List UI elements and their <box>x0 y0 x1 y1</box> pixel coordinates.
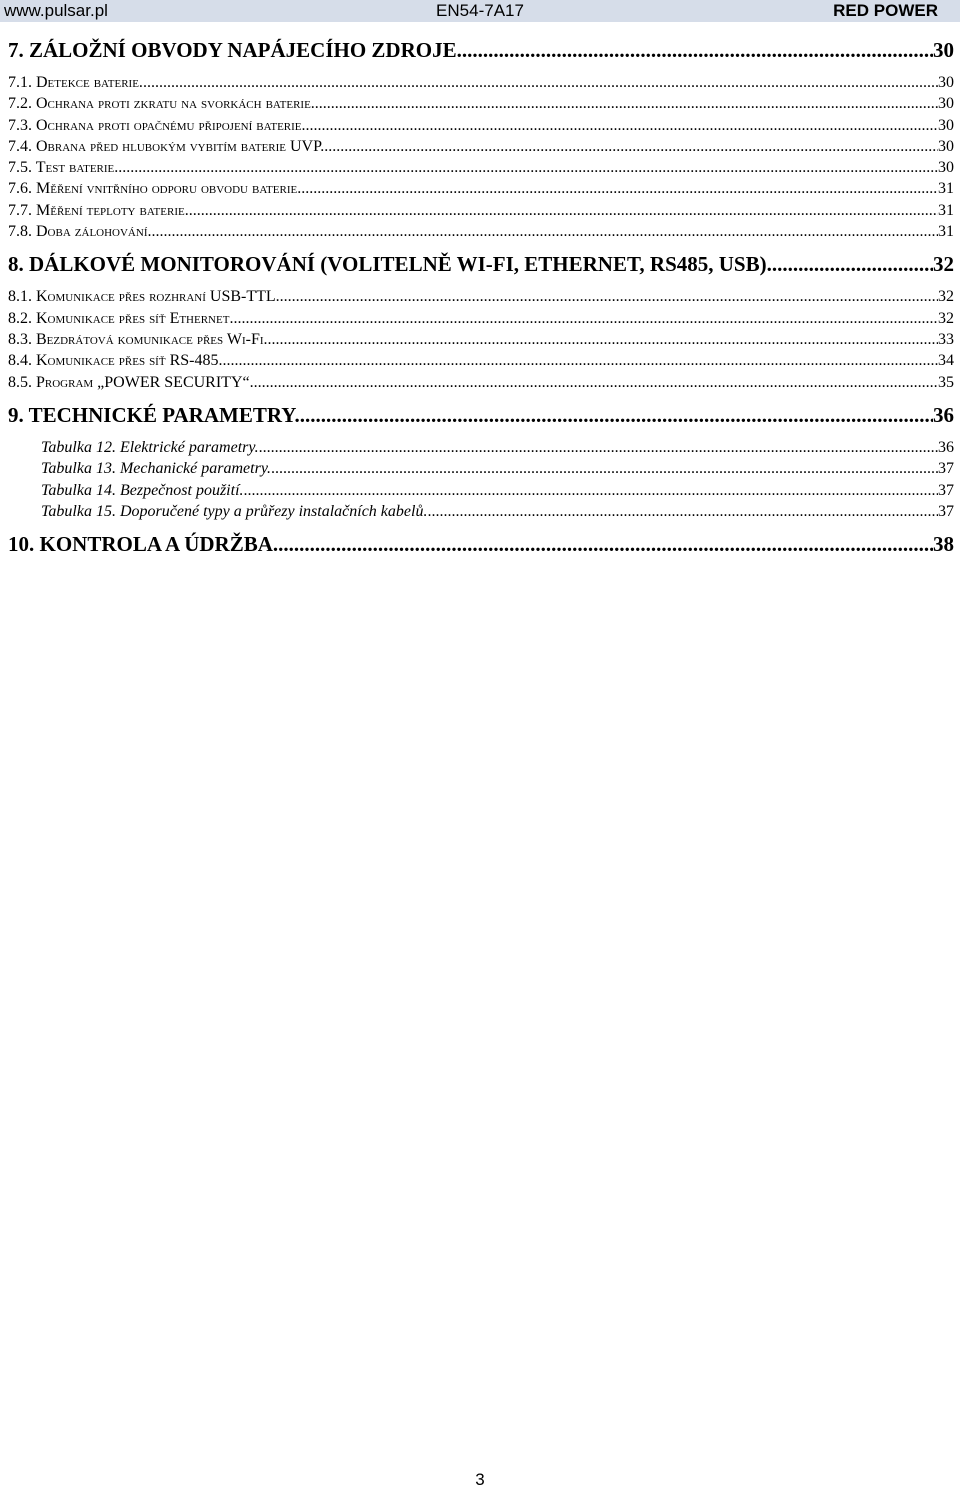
toc-entry-page: 36 <box>933 402 954 427</box>
toc-entry-page: 36 <box>938 438 954 456</box>
toc-entry-title: 7.3. Ochrana proti opačnému připojení baterie. <box>8 116 306 134</box>
toc-entry-table-14[interactable] <box>8 480 954 501</box>
toc-entry-title: 7.5. Test baterie. <box>8 159 119 177</box>
toc-entry-8[interactable] <box>8 248 954 280</box>
toc-entry-page: 30 <box>938 159 954 177</box>
toc-entry-page: 32 <box>933 252 954 277</box>
toc-leader-dots <box>306 115 938 136</box>
toc-leader-dots <box>462 34 933 66</box>
toc-entry-10[interactable] <box>8 528 954 560</box>
toc-leader-dots <box>300 399 933 431</box>
toc-entry-page: 31 <box>938 223 954 241</box>
toc-leader-dots <box>259 437 938 458</box>
toc-entry-page: 30 <box>933 38 954 62</box>
toc-entry-title: 7.4. Obrana před hlubokým vybitím baterie UVP. <box>8 137 325 155</box>
toc-entry-7-7[interactable] <box>8 200 954 221</box>
toc-leader-dots <box>233 308 938 329</box>
toc-entry-title: Tabulka 15. Doporučené typy a průřezy instalačních kabelů. <box>41 503 428 521</box>
toc-entry-7-3[interactable] <box>8 115 954 136</box>
toc-entry-title: 8.2. Komunikace přes síť Ethernet. <box>8 309 234 327</box>
toc-entry-page: 30 <box>938 116 954 134</box>
page-header <box>0 0 960 22</box>
toc-leader-dots <box>143 72 938 93</box>
toc-entry-title: 8. DÁLKOVÉ MONITOROVÁNÍ (VOLITELNĚ WI-FI, ETHERNET, RS485, USB). <box>8 252 772 277</box>
toc-entry-title: 7.1. Detekce baterie. <box>8 74 143 91</box>
table-of-contents <box>8 34 954 560</box>
toc-leader-dots <box>427 501 938 522</box>
toc-entry-title: 8.4. Komunikace přes síť RS-485. <box>8 352 223 370</box>
toc-entry-title: 8.1. Komunikace přes rozhraní USB-TTL. <box>8 288 280 306</box>
toc-entry-title: Tabulka 12. Elektrické parametry. <box>41 438 259 456</box>
toc-entry-table-15[interactable] <box>8 501 954 522</box>
toc-entry-7-5[interactable] <box>8 157 954 178</box>
toc-entry-title: 7.8. Doba zálohování. <box>8 223 152 241</box>
toc-entry-table-13[interactable] <box>8 458 954 479</box>
toc-leader-dots <box>244 480 938 501</box>
toc-leader-dots <box>152 221 939 242</box>
toc-entry-page: 30 <box>938 137 954 155</box>
toc-leader-dots <box>271 458 938 479</box>
toc-entry-table-12[interactable] <box>8 437 954 458</box>
toc-entry-page: 32 <box>938 309 954 327</box>
toc-entry-8-3[interactable] <box>8 329 954 350</box>
toc-entry-page: 32 <box>938 288 954 306</box>
toc-entry-page: 35 <box>938 373 954 391</box>
toc-entry-page: 33 <box>938 330 954 348</box>
toc-entry-8-2[interactable] <box>8 308 954 329</box>
toc-entry-7[interactable] <box>8 34 954 66</box>
toc-entry-page: 37 <box>938 460 954 478</box>
toc-entry-title: 7.6. Měření vnitřního odporu obvodu baterie. <box>8 180 302 198</box>
toc-leader-dots <box>301 178 938 199</box>
toc-leader-dots <box>118 157 938 178</box>
toc-leader-dots <box>222 350 938 371</box>
toc-leader-dots <box>250 372 938 393</box>
toc-entry-8-4[interactable] <box>8 350 954 371</box>
toc-entry-title: 10. KONTROLA A ÚDRŽBA. <box>8 532 279 557</box>
toc-entry-page: 34 <box>938 352 954 370</box>
header-document-code: EN54-7A17 <box>436 1 524 20</box>
toc-leader-dots <box>268 329 938 350</box>
toc-entry-title: 8.3. Bezdrátová komunikace přes Wi-Fi. <box>8 330 268 348</box>
toc-entry-7-6[interactable] <box>8 178 954 199</box>
toc-leader-dots <box>315 93 938 114</box>
toc-entry-9[interactable] <box>8 399 954 431</box>
toc-entry-page: 38 <box>933 532 954 557</box>
toc-entry-title: Tabulka 14. Bezpečnost použití. <box>41 481 244 499</box>
toc-entry-page: 37 <box>938 503 954 521</box>
toc-entry-page: 37 <box>938 481 954 499</box>
toc-entry-title: Tabulka 13. Mechanické parametry. <box>41 460 272 478</box>
toc-entry-page: 31 <box>938 201 954 219</box>
header-website-link[interactable]: www.pulsar.pl <box>4 1 108 20</box>
toc-entry-title: 9. TECHNICKÉ PARAMETRY. <box>8 402 300 427</box>
toc-entry-title: 7.2. Ochrana proti zkratu na svorkách baterie. <box>8 95 315 113</box>
toc-entry-title: 7. ZÁLOŽNÍ OBVODY NAPÁJECÍHO ZDROJE. <box>8 38 462 62</box>
toc-entry-page: 30 <box>938 95 954 113</box>
toc-entry-7-8[interactable] <box>8 221 954 242</box>
page-number: 3 <box>475 1470 485 1489</box>
toc-leader-dots <box>189 200 938 221</box>
toc-leader-dots <box>324 136 938 157</box>
toc-leader-dots <box>278 528 933 560</box>
toc-entry-title: 8.5. Program „POWER SECURITY“ <box>8 373 250 391</box>
toc-entry-8-1[interactable] <box>8 286 954 307</box>
toc-entry-7-2[interactable] <box>8 93 954 114</box>
header-brand: RED POWER <box>833 1 938 20</box>
toc-leader-dots <box>772 248 933 280</box>
toc-entry-title: 7.7. Měření teploty baterie. <box>8 201 189 219</box>
toc-leader-dots <box>280 286 938 307</box>
toc-entry-7-1[interactable] <box>8 72 954 93</box>
toc-entry-7-4[interactable] <box>8 136 954 157</box>
toc-entry-page: 30 <box>938 74 954 91</box>
toc-entry-page: 31 <box>938 180 954 198</box>
toc-entry-8-5[interactable] <box>8 372 954 393</box>
